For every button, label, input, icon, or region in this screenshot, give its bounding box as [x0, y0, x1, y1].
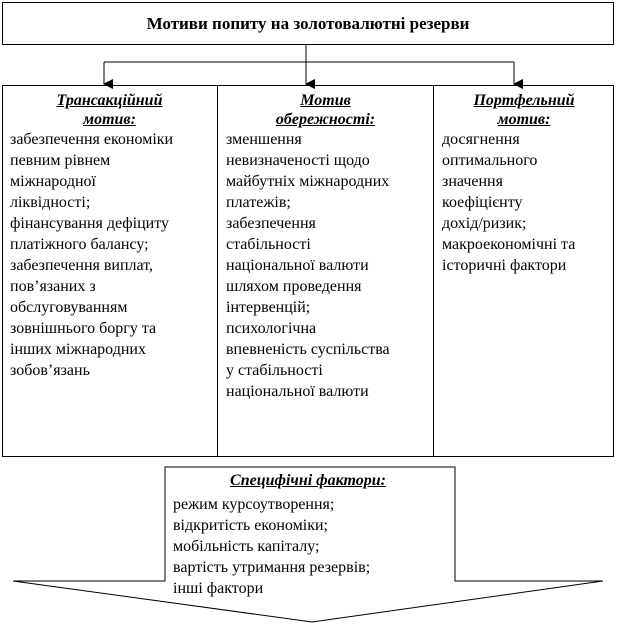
diagram-title: Мотиви попиту на золотовалютні резерви [146, 13, 470, 33]
column-body: досягнення оптимального значення коефіцієнту дохід/ризик; макроекономічні та історичні фактори [442, 131, 576, 274]
portfolio-motive-column [434, 85, 614, 457]
list-item: режим курсоутворення; [173, 496, 335, 513]
list-item: відкритість економіки; [173, 517, 328, 534]
column-title: Мотив обережності: [275, 92, 376, 128]
specific-factors-list [173, 494, 370, 599]
column-title: Трансакційний мотив: [56, 92, 163, 128]
list-item: мобільність капіталу; [173, 538, 320, 555]
list-item: вартість утримання резервів; [173, 559, 371, 576]
column-body: зменшення невизначеності щодо майбутніх міжнародних платежів; забезпечення стабільності національної валюти шляхом проведення інтервенцій; психологічна впевненість суспільства у стабільності національної валюти [226, 131, 390, 400]
transaction-motive-column [2, 85, 217, 457]
list-item: інші фактори [173, 580, 264, 597]
column-title: Портфельний мотив: [473, 92, 575, 128]
precaution-motive-column [218, 85, 433, 457]
column-body: забезпечення економіки певним рівнем міжнародної ліквідності; фінансування дефіциту платіжного балансу; забезпечення виплат, пов’язаних з обслуговуванням зовнішнього боргу та інших міжнародних зобов’язань [10, 131, 174, 379]
specific-factors-title: Специфічні фактори: [230, 472, 386, 489]
